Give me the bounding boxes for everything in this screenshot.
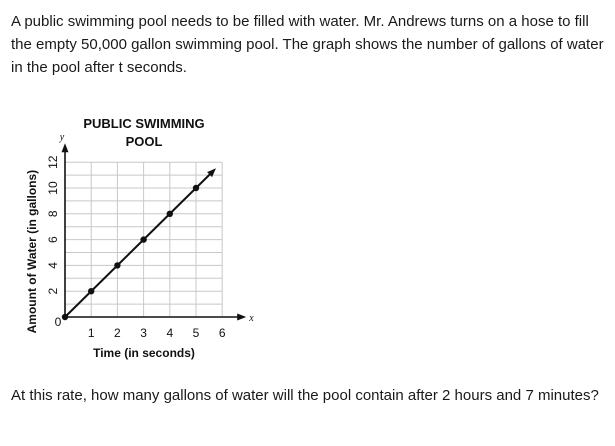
chart-title-line-2: POOL [125,134,163,149]
y-axis-label: Amount of Water (in gallons) [25,169,39,334]
question-prompt: A public swimming pool needs to be filled with water. Mr. Andrews turns on a hose to fill the empty 50,000 gallon swimming pool. The graph shows the number of gallons of water in the pool after t seconds. [11,13,604,76]
series-line [65,173,212,317]
x-axis-label: Time (in seconds) [93,346,195,360]
x-tick-label: 2 [114,326,121,340]
data-point [114,262,120,268]
y-tick-label: 10 [46,181,60,195]
data-point [88,288,94,294]
question-ask: At this rate, how many gallons of water will the pool contain after 2 hours and 7 minutes? [11,387,599,404]
x-tick-label: 5 [192,326,200,340]
data-series [62,168,216,320]
origin-label: 0 [54,315,62,329]
x-axis-arrow [237,314,246,321]
y-axis-arrow [62,143,69,152]
y-tick-label: 4 [46,262,60,269]
data-point [193,185,199,191]
y-tick-label: 6 [46,236,60,243]
data-point [140,236,146,242]
data-point [62,314,68,320]
x-tick-label: 1 [87,326,95,340]
y-tick-label: 8 [46,210,60,218]
chart-text [25,116,254,360]
x-tick-label: 4 [166,326,174,340]
x-tick-label: 3 [140,326,147,340]
pool-chart [0,110,260,370]
y-tick-label: 2 [46,287,60,295]
data-point [167,211,173,217]
y-tick-label: 12 [46,155,60,169]
y-variable-label: y [59,132,65,144]
chart-title-line-1: PUBLIC SWIMMING [83,116,205,131]
x-variable-label: x [249,313,254,324]
x-tick-label: 6 [218,326,226,340]
